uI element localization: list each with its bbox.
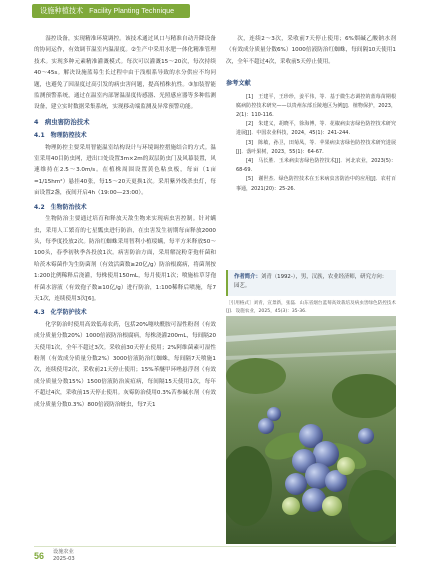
references-title: 参考文献: [226, 80, 251, 88]
reference-item: [5] 谢世杰．绿色防控技术在玉米病虫害防治中的应用[J]．农村百事通，2021(20)：25-26.: [236, 176, 396, 192]
footer-divider: [34, 546, 396, 547]
heading-physical-control: 4.1 物理防控技术: [34, 132, 87, 140]
author-text: 刘青（1992-），男，汉族，农业经济师，研究方向：园艺。: [234, 274, 388, 289]
author-bio: [226, 270, 396, 296]
right-column: [226, 34, 396, 194]
section-tag: [32, 4, 190, 18]
reference-item: [3] 陈敏，孙卫，田菊凤，等．苹果病虫害绿色防控技术研究进展[J]．落叶果树，2023，55(1)：64-67.: [236, 139, 396, 155]
heading-pest-control: 4 病虫害防治技术: [34, 117, 90, 126]
heading-biological-control: 4.2 生物防治技术: [34, 203, 87, 211]
blueberry-image: [226, 316, 396, 544]
page-number: 56: [34, 551, 45, 561]
magazine-issue: 2025-03: [53, 556, 75, 562]
author-label: 作者简介：: [234, 274, 261, 280]
chemical-control-paragraph: 化学防治时使用高效低毒农药，包括20%噻呋酰胺可湿性粉剂（有效成分质量分数20%）1000倍液防治根腐病，每株浇灌200mL，每间隔20天使用1次，全年不超过3次。采收前30天停止使用；2%阿维菌素可湿性粉剂（有效成分质量分数2%）3000倍液防治红蜘蛛，每间隔7天喷施1次，连续使用2次，采收前21天停止使用；15%苯醚甲环唑悬浮剂（有效成分质量分数15%）1500倍液防治炭疽病，每间隔15天使用1次，每年不超过4次，采收前15天停止使用。灰霉防治使用0.3%苦参碱水剂（有效成分质量分数0.3%）800倍液防治蚜虫，每7天1: [34, 321, 216, 408]
intro-paragraph: 湿控设备，实现精准环境调控。该技术通过风口与精准自动升降设备的协同运作，有效调节温室内温湿度。②生产中采用水肥一体化精准管理技术。实现多种元素精准灌溉模式。每次可以灌溉15～20次，每次持续40～45s。解决设施蓝莓生长过程中由于浅根系导致的水分供应不均问题，也避免了因湿度过高引发的病虫害问题，提高植株抗性。③加装智能监测预警系统，通过在温室内部署温湿度传感器、光照感应器等多种监测设备，建立实时数据采集系统，实现移动端监测及异常预警功能。: [34, 36, 216, 111]
continued-paragraph: 次，连续2～3次，采收前7天停止使用；6%烟碱乙酸钠水剂（有效成分质量分数6%）1000倍液防治红蜘蛛，每间隔10天使用1次，全年不超过4次，采收前5天停止使用。: [226, 36, 396, 65]
magazine-name: 设施农业: [53, 549, 74, 555]
heading-chemical-control: 4.3 化学防护技术: [34, 309, 87, 317]
left-column: [34, 34, 216, 411]
citation-format: ［引用格式］刘青，宣景新，张磊．山东省烟台蓝莓高效栽培及病虫害绿色防控技术[J]．设施农业，2025，45(3)：35-36.: [226, 301, 396, 314]
section-title-en: Facility Planting Technique: [89, 6, 175, 15]
reference-item: [1] 王建平，王珍珍，姜平伟，等．基于微生态调控的蓝莓苗期根腐病防控技术研究——以贵州东部丘陵地区为例[J]．植物保护，2023，2(1)：110-116.: [236, 93, 396, 119]
magazine-info: [53, 549, 75, 563]
biological-control-paragraph: 生物防治主要通过培育和释放天敌生物来实现病虫害控制。针对螨虫，采用人工繁育的七星瓢虫进行防治，在虫害发生初期每亩释放2000头，每季度投放2次。防治红蜘蛛采用智利小植绥螨，每平方米释放50～100头，春季初秋季各投放1次。病害防治方面，采用解淀粉芽孢杆菌和哈茨木霉菌作为生防菌剂（有效活菌数≥20亿/g）防治根腐病，将菌剂按1:200比例稀释后浇灌，每株使用150mL，每月使用1次；喷施枯草芽孢杆菌水溶液（有效孢子数≥10亿/g）进行防治，1:100稀释后喷施，每7天1次，连续使用3次[6]。: [34, 216, 216, 302]
physical-control-paragraph: 物理防控主要采用智能温室结构设计与环境调控措施结合的方式。温室采用40目防虫网，进出口处设置3m×2m的双层防虫门及风幕装置，风速维持在2.5～3.0m/s。在植株周围设置黄色粘虫板，每亩（1亩=1/15hm²）悬挂40张，每15～20天更换1次。采用紫外线杀虫灯，每亩设置2盏，夜间开启4h（19:00—23:00）。: [34, 144, 216, 197]
section-title-cn: 设施种植技术: [40, 6, 84, 15]
reference-item: [4] 马长胜．玉米病虫害绿色防控技术[J]．河北农业，2023(5)：68-69.: [236, 158, 396, 174]
blueberry-photo: [226, 316, 396, 544]
header-bar: [0, 0, 427, 22]
reference-item: [2] 朱建义，胡晓平，徐海博，等．花椒病虫害绿色防控技术研究进展[J]．中国农业科技，2024，45(1)：241-244.: [236, 121, 396, 137]
